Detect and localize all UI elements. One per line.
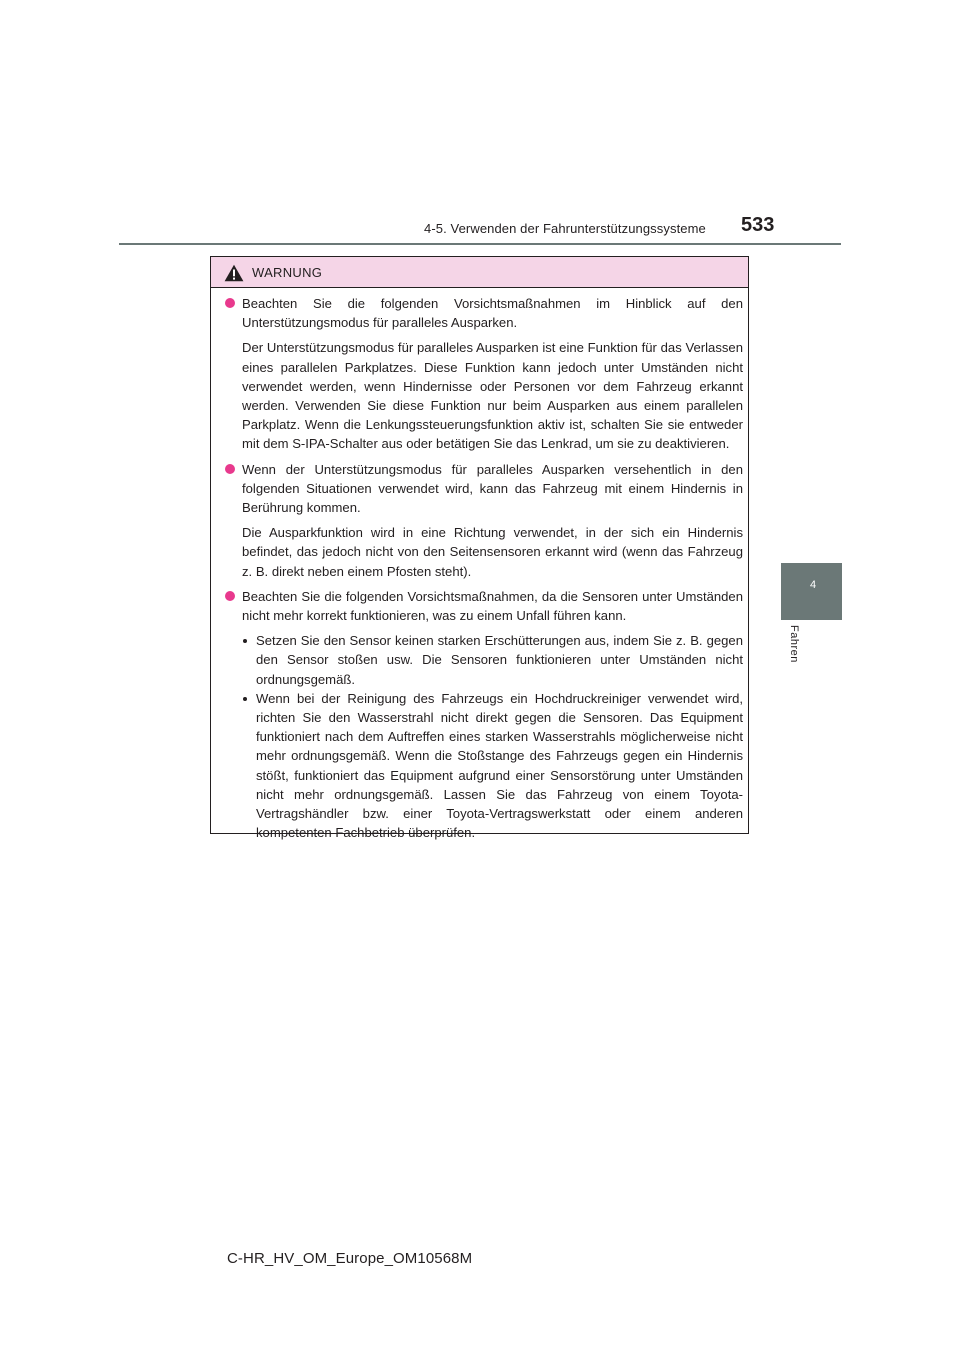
chapter-label: Fahren bbox=[788, 625, 800, 663]
section-title: 4-5. Verwenden der Fahrunterstützungssysteme bbox=[424, 221, 706, 236]
warning-title: WARNUNG bbox=[252, 265, 323, 280]
warning-item-text: Beachten Sie die folgenden Vorsichtsmaßnahmen im Hinblick auf den Unterstützungsmodus für paralleles Ausparken. bbox=[242, 296, 743, 331]
chapter-tab bbox=[781, 563, 842, 620]
warning-subitem-text: Setzen Sie den Sensor keinen starken Erschütterungen aus, indem Sie z. B. gegen den Sensor stoßen usw. Die Sensoren funktionieren unter Umständen nicht ordnungsgemäß. bbox=[256, 633, 743, 687]
warning-item-text: Wenn der Unterstützungsmodus für paralleles Ausparken versehentlich in den folgenden Situationen verwendet wird, kann das Fahrzeug mit einem Hindernis in Berührung kommen. bbox=[242, 461, 743, 516]
warning-sublist bbox=[242, 631, 743, 842]
warning-item bbox=[225, 460, 743, 518]
warning-subitem-text: Wenn bei der Reinigung des Fahrzeugs ein Hochdruckreiniger verwendet wird, richten Sie den Wasserstrahl nicht direkt gegen die Sensoren. Das Equipment funktioniert nach dem Auftreffen eines starken Wasserstrahls möglicherweise nicht mehr ordnungsgemäß. Wenn die Stoßstange des Fahrzeugs gegen ein Hindernis stößt, funktioniert das Equipment aufgrund einer Sensorstörung unter Umständen nicht mehr ordnungsgemäß. Lassen Sie das Fahrzeug von einem Toyota-Vertragshändler bzw. einer Toyota-Vertragswerkstatt oder einem anderen kompetenten Fachbetrieb überprüfen. bbox=[256, 690, 743, 841]
dot-bullet-icon bbox=[243, 639, 247, 643]
warning-item bbox=[225, 294, 743, 332]
warning-box bbox=[210, 256, 749, 841]
warning-body bbox=[225, 294, 743, 842]
warning-header bbox=[211, 257, 748, 288]
bullet-icon bbox=[225, 591, 235, 601]
page-number: 533 bbox=[741, 214, 775, 236]
warning-subitem bbox=[242, 631, 743, 689]
warning-item-text: Beachten Sie die folgenden Vorsichtsmaßnahmen, da die Sensoren unter Umständen nicht mehr korrekt funktionieren, was zu einem Unfall führen kann. bbox=[242, 588, 743, 624]
warning-subitem bbox=[242, 689, 743, 843]
dot-bullet-icon bbox=[243, 697, 247, 701]
warning-triangle-icon bbox=[224, 264, 244, 282]
chapter-number: 4 bbox=[810, 579, 817, 591]
bullet-icon bbox=[225, 298, 235, 308]
document-code: C-HR_HV_OM_Europe_OM10568M bbox=[227, 1250, 473, 1267]
warning-item bbox=[225, 587, 743, 625]
warning-paragraph: Die Ausparkfunktion wird in eine Richtung verwendet, in der sich ein Hindernis befindet, das jedoch nicht von den Seitensensoren erkannt wird (wenn das Fahrzeug z. B. direkt neben einem Pfosten steht). bbox=[242, 525, 743, 579]
bullet-icon bbox=[225, 464, 235, 474]
header-divider bbox=[119, 243, 841, 245]
warning-paragraph: Der Unterstützungsmodus für paralleles Ausparken ist eine Funktion für das Verlassen eines parallelen Parkplatzes. Diese Funktion kann jedoch unter Umständen nicht verwendet werden, wenn Hindernisse oder Personen vor dem Fahrzeug erkannt werden. Verwenden Sie diese Funktion nur beim Ausparken aus einem parallelen Parkplatz. Wenn die Lenkungssteuerungsfunktion aktiv ist, schalten Sie sie entweder mit dem S-IPA-Schalter aus oder betätigen Sie das Lenkrad, um sie zu deaktivieren. bbox=[242, 340, 743, 452]
